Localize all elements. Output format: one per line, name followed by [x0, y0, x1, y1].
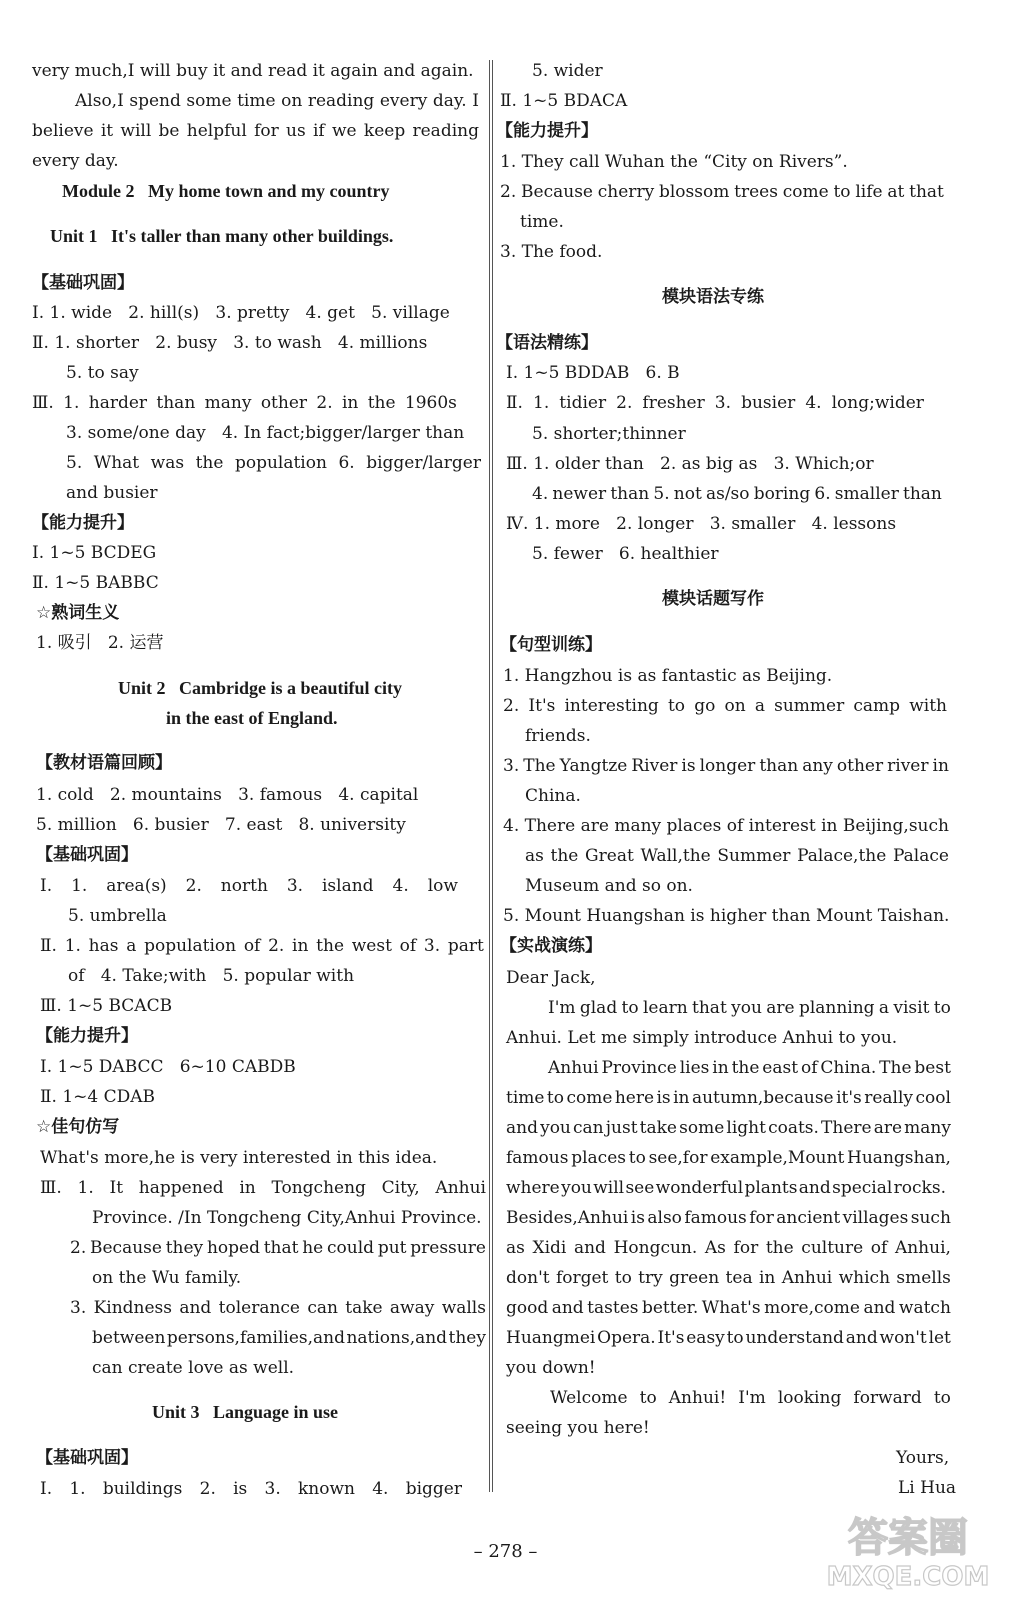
text-line: Ⅳ. 1. more 2. longer 3. smaller 4. lessons	[506, 514, 897, 534]
text-line: Museum and so on.	[525, 876, 693, 896]
text-line: 5. umbrella	[68, 906, 167, 926]
text-line: Dear Jack,	[506, 968, 596, 988]
column-divider	[489, 60, 490, 1492]
text-line: Ⅲ. 1. It happened in Tongcheng City, Anhui	[40, 1178, 486, 1198]
text-line: 2. It's interesting to go on a summer camp with	[503, 696, 947, 716]
section-heading: 【能力提升】	[496, 121, 598, 141]
unit-title: Unit 3 Language in use	[152, 1402, 339, 1422]
text-line: 2. Because cherry blossom trees come to life at that	[500, 182, 944, 202]
text-line: where you will see wonderful plants and special rocks.	[506, 1178, 946, 1198]
text-line: 5. Mount Huangshan is higher than Mount Taishan.	[503, 906, 950, 926]
text-line: Ⅱ. 1~4 CDAB	[40, 1087, 156, 1107]
text-line: Ⅲ. 1~5 BCACB	[40, 996, 173, 1016]
text-line: Ⅱ. 1. tidier 2. fresher 3. busier 4. long;wider	[506, 393, 924, 413]
text-line: Li Hua	[898, 1478, 957, 1498]
text-line: and busier	[66, 483, 158, 503]
text-line: Ⅰ. 1. buildings 2. is 3. known 4. bigger	[40, 1479, 462, 1499]
section-heading: 【基础巩固】	[36, 1448, 138, 1468]
text-line: Ⅲ. 1. harder than many other 2. in the 1960s	[32, 393, 457, 413]
section-heading: 【实战演练】	[500, 936, 602, 956]
section-heading: 【基础巩固】	[32, 273, 134, 293]
watermark-bottom-text: MXQE.COM	[826, 1562, 990, 1592]
section-heading: 【能力提升】	[36, 1026, 138, 1046]
section-heading: 【语法精练】	[496, 333, 598, 353]
unit-title: Unit 1 It's taller than many other buildings.	[50, 226, 394, 246]
text-line: Besides,Anhui is also famous for ancient villages such	[506, 1208, 951, 1228]
unit-title: Unit 2 Cambridge is a beautiful city	[118, 678, 403, 698]
text-line: you down!	[506, 1358, 596, 1378]
watermark-logo	[820, 1505, 1000, 1595]
text-line: 5. What was the population 6. bigger/larger	[66, 453, 481, 473]
text-line: 4. newer than 5. not as/so boring 6. smaller than	[532, 484, 942, 504]
text-line: Also,I spend some time on reading every day. I	[75, 91, 479, 111]
watermark-top-text: 答案圈	[848, 1515, 968, 1561]
text-line: as Xidi and Hongcun. As for the culture of Anhui,	[506, 1238, 951, 1258]
text-line: friends.	[525, 726, 591, 746]
text-line: Ⅱ. 1. has a population of 2. in the west of 3. part	[40, 936, 484, 956]
text-line: Ⅰ. 1. wide 2. hill(s) 3. pretty 4. get 5. village	[32, 303, 450, 323]
section-heading: 【能力提升】	[32, 513, 134, 533]
unit-title: 模块话题写作	[662, 589, 764, 609]
text-line: famous places to see,for example,Mount Huangshan,	[506, 1148, 951, 1168]
text-line: Ⅰ. 1~5 BDDAB 6. B	[506, 363, 680, 383]
text-line: 1. cold 2. mountains 3. famous 4. capital	[36, 785, 419, 805]
text-line: every day.	[32, 151, 119, 171]
text-line: good and tastes better. What's more,come and watch	[506, 1298, 951, 1318]
text-line: Ⅱ. 1. shorter 2. busy 3. to wash 4. millions	[32, 333, 428, 353]
text-line: seeing you here!	[506, 1418, 650, 1438]
text-line: Welcome to Anhui! I'm looking forward to	[550, 1388, 951, 1408]
text-line: Anhui. Let me simply introduce Anhui to you.	[506, 1028, 898, 1048]
text-line: very much,I will buy it and read it again and again.	[32, 61, 474, 81]
text-line: 3. The Yangtze River is longer than any other river in	[503, 756, 949, 776]
text-line: China.	[525, 786, 581, 806]
section-heading: 【基础巩固】	[36, 845, 138, 865]
page-number: – 278 –	[473, 1541, 538, 1562]
text-line: What's more,he is very interested in this idea.	[40, 1148, 438, 1168]
text-line: and you can just take some light coats. There are many	[506, 1118, 951, 1138]
unit-title: Module 2 My home town and my country	[62, 181, 390, 201]
text-line: 4. There are many places of interest in Beijing,such	[503, 816, 949, 836]
text-line: Ⅰ. 1. area(s) 2. north 3. island 4. low	[40, 876, 458, 896]
text-line: 3. Kindness and tolerance can take away walls	[70, 1298, 486, 1318]
text-line: Ⅰ. 1~5 DABCC 6~10 CABDB	[40, 1057, 296, 1077]
section-heading: ☆熟词生义	[36, 603, 120, 623]
text-line: Yours,	[896, 1448, 950, 1468]
unit-title: 模块语法专练	[662, 287, 764, 307]
text-line: as the Great Wall,the Summer Palace,the Palace	[525, 846, 949, 866]
text-line: 5. wider	[532, 61, 603, 81]
text-line: Anhui Province lies in the east of China. The best	[548, 1058, 951, 1078]
text-line: 1. Hangzhou is as fantastic as Beijing.	[503, 666, 833, 686]
text-line: of 4. Take;with 5. popular with	[68, 966, 355, 986]
section-heading: 【句型训练】	[500, 635, 602, 655]
text-line: 1. 吸引 2. 运营	[36, 633, 164, 653]
unit-title: in the east of England.	[166, 708, 338, 728]
text-line: Ⅱ. 1~5 BABBC	[32, 573, 159, 593]
text-line: 3. some/one day 4. In fact;bigger/larger than	[66, 423, 465, 443]
text-line: 5. million 6. busier 7. east 8. university	[36, 815, 406, 835]
text-line: 5. fewer 6. healthier	[532, 544, 719, 564]
text-line: believe it will be helpful for us if we keep reading	[32, 121, 479, 141]
section-heading: ☆佳句仿写	[36, 1117, 120, 1137]
text-line: 2. Because they hoped that he could put pressure	[70, 1238, 486, 1258]
text-line: don't forget to try green tea in Anhui which smells	[506, 1268, 951, 1288]
text-line: Province. /In Tongcheng City,Anhui Province.	[92, 1208, 482, 1228]
text-line: time to come here is in autumn,because it's really cool	[506, 1088, 951, 1108]
text-line: between persons,families,and nations,and they	[92, 1328, 486, 1348]
text-line: Ⅲ. 1. older than 2. as big as 3. Which;or	[506, 454, 874, 474]
text-line: 5. shorter;thinner	[532, 424, 686, 444]
text-line: 1. They call Wuhan the “City on Rivers”.	[500, 152, 848, 172]
text-line: time.	[520, 212, 564, 232]
column-divider-inner	[492, 60, 493, 1492]
text-line: Ⅱ. 1~5 BDACA	[500, 91, 628, 111]
text-line: Huangmei Opera. It's easy to understand and won't let	[506, 1328, 951, 1348]
section-heading: 【教材语篇回顾】	[36, 753, 172, 773]
text-line: can create love as well.	[92, 1358, 295, 1378]
text-line: I'm glad to learn that you are planning a visit to	[548, 998, 951, 1018]
text-line: 5. to say	[66, 363, 139, 383]
text-line: Ⅰ. 1~5 BCDEG	[32, 543, 157, 563]
text-line: on the Wu family.	[92, 1268, 242, 1288]
text-line: 3. The food.	[500, 242, 603, 262]
